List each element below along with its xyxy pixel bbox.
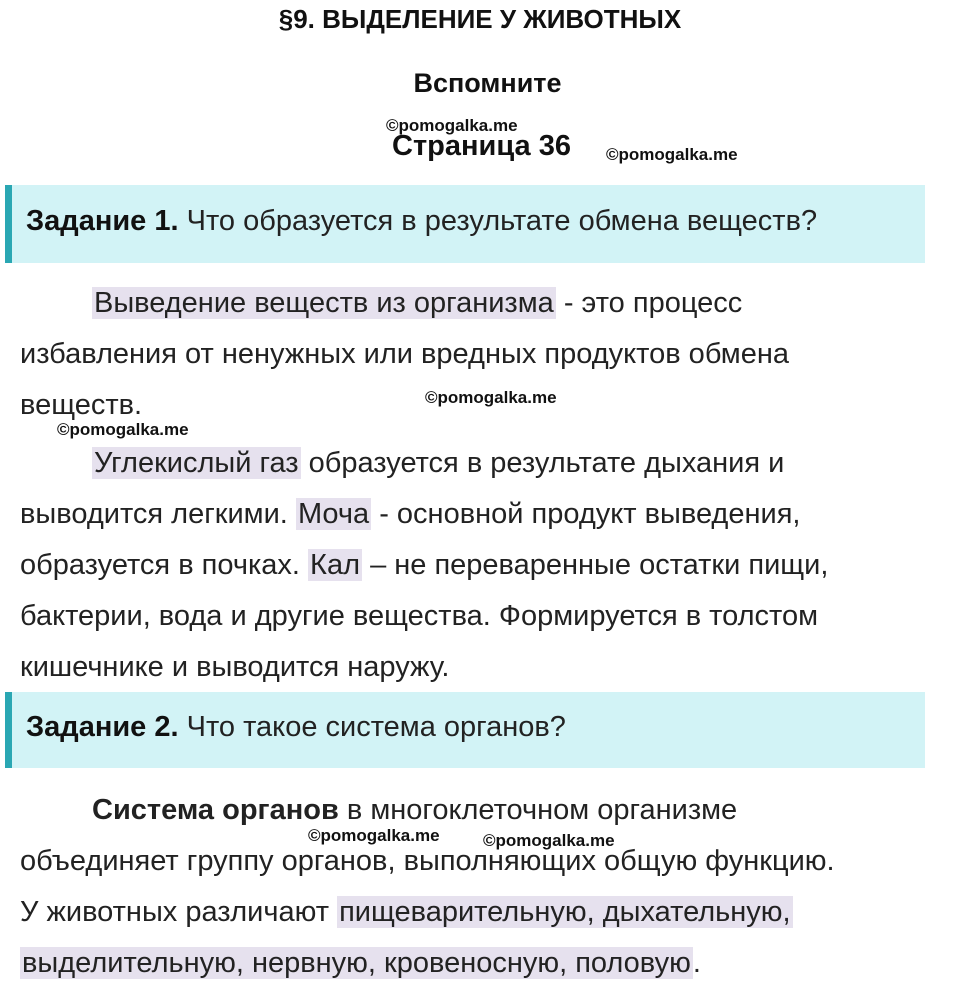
page-title: §9. ВЫДЕЛЕНИЕ У ЖИВОТНЫХ bbox=[278, 4, 682, 34]
task1-header bbox=[5, 185, 925, 263]
highlight-term: Моча bbox=[297, 498, 370, 530]
watermark: ©pomogalka.me bbox=[386, 116, 518, 135]
watermark: ©pomogalka.me bbox=[57, 420, 189, 439]
answer-text: избавления от ненужных или вредных продуктов обмена bbox=[20, 338, 789, 370]
highlight-term: Выведение веществ из организма bbox=[94, 287, 554, 319]
task2-question-line bbox=[26, 711, 566, 744]
watermark: ©pomogalka.me bbox=[483, 831, 615, 850]
task2-label: Задание 2. bbox=[26, 711, 179, 743]
highlight-term: Углекислый газ bbox=[94, 447, 299, 479]
answer-text: У животных различают bbox=[20, 896, 330, 928]
answer-text: – не переваренные остатки пищи, bbox=[370, 549, 829, 581]
task1-answer-paragraph-2 bbox=[20, 438, 950, 693]
highlight-term: пищеварительную, дыхательную, bbox=[339, 896, 791, 928]
task2-question: Что такое система органов? bbox=[186, 711, 566, 743]
answer-text: образуется в почках. bbox=[20, 549, 300, 581]
page-number-heading: Страница 36 bbox=[392, 130, 571, 162]
task1-answer-paragraph-1 bbox=[20, 278, 950, 431]
answer-text: веществ. bbox=[20, 389, 143, 421]
answer-text: выводится легкими. bbox=[20, 498, 288, 530]
task1-question-line bbox=[26, 205, 817, 238]
bold-term: Система органов bbox=[92, 794, 339, 826]
answer-text: - это процесс bbox=[563, 287, 743, 319]
answer-text: бактерии, вода и другие вещества. Формируется в толстом bbox=[20, 600, 819, 632]
watermark: ©pomogalka.me bbox=[425, 388, 557, 407]
answer-text: кишечнике и выводится наружу. bbox=[20, 651, 450, 683]
answer-text: образуется в результате дыхания и bbox=[308, 447, 785, 479]
highlight-term: выделительную, нервную, кровеносную, половую bbox=[22, 947, 691, 979]
section-subtitle: Вспомните bbox=[413, 68, 562, 98]
watermark: ©pomogalka.me bbox=[308, 826, 440, 845]
answer-text: - основной продукт выведения, bbox=[379, 498, 801, 530]
watermark: ©pomogalka.me bbox=[606, 145, 738, 164]
task1-label: Задание 1. bbox=[26, 205, 179, 237]
answer-text: . bbox=[692, 947, 701, 979]
answer-text: в многоклеточном организме bbox=[346, 794, 738, 826]
task1-question: Что образуется в результате обмена веществ? bbox=[186, 205, 818, 237]
task2-header bbox=[5, 692, 925, 768]
answer-text: объединяет группу органов, выполняющих общую функцию. bbox=[20, 845, 835, 877]
highlight-term: Кал bbox=[310, 549, 360, 581]
task2-answer-paragraph bbox=[20, 785, 950, 989]
